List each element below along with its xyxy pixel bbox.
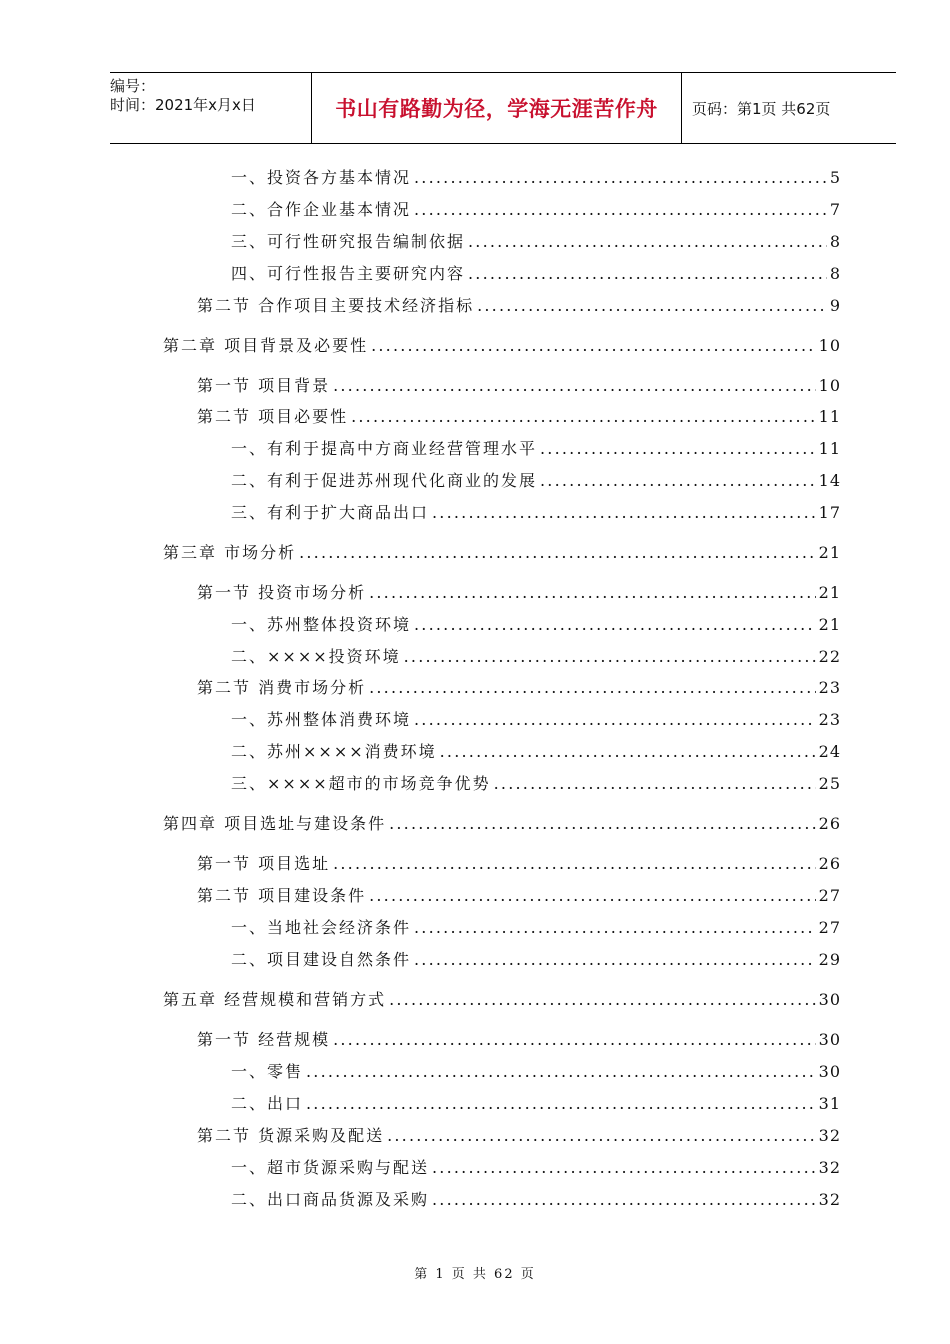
toc-leader-dots	[387, 1126, 816, 1145]
toc-leader-dots	[494, 774, 816, 793]
toc-entry-title: 一、苏州整体投资环境	[231, 615, 412, 634]
toc-leader-dots	[414, 918, 816, 937]
toc-entry	[231, 947, 841, 969]
toc-leader-dots	[468, 232, 827, 251]
toc-leader-dots	[369, 583, 816, 602]
toc-entry	[163, 987, 841, 1009]
toc-entry-page: 30	[818, 1030, 841, 1049]
toc-entry-title: 第二节 项目建设条件	[197, 886, 367, 905]
toc-entry	[231, 644, 841, 666]
toc-entry-page: 22	[818, 647, 841, 666]
toc-entry	[231, 261, 841, 283]
toc-entry	[231, 436, 841, 458]
toc-entry	[197, 580, 841, 602]
toc-entry-title: 一、有利于提高中方商业经营管理水平	[231, 439, 538, 458]
toc-entry-title: 一、零售	[231, 1062, 304, 1081]
toc-entry	[197, 675, 841, 697]
toc-entry-title: 二、出口	[231, 1094, 304, 1113]
toc-leader-dots	[333, 1030, 816, 1049]
toc-leader-dots	[389, 814, 816, 833]
toc-entry-title: 二、合作企业基本情况	[231, 200, 412, 219]
document-number-label: 编号：	[110, 77, 156, 95]
toc-entry-title: 三、有利于扩大商品出口	[231, 503, 430, 522]
toc-leader-dots	[369, 678, 816, 697]
toc-entry-page: 26	[818, 814, 841, 833]
toc-entry-title: 一、当地社会经济条件	[231, 918, 412, 937]
toc-entry-title: 第四章 项目选址与建设条件	[163, 814, 387, 833]
toc-entry-page: 21	[818, 583, 841, 602]
toc-leader-dots	[351, 407, 816, 426]
toc-entry-page: 8	[829, 264, 841, 283]
toc-entry	[231, 1155, 841, 1177]
toc-entry-page: 27	[818, 918, 841, 937]
toc-entry-page: 31	[818, 1094, 841, 1113]
toc-entry-title: 第一节 投资市场分析	[197, 583, 367, 602]
toc-entry-page: 25	[818, 774, 841, 793]
toc-entry-title: 二、××××投资环境	[231, 647, 401, 666]
toc-entry-page: 23	[818, 678, 841, 697]
toc-leader-dots	[414, 168, 827, 187]
toc-entry-title: 三、××××超市的市场竞争优势	[231, 774, 491, 793]
toc-entry-page: 5	[829, 168, 841, 187]
toc-leader-dots	[389, 990, 816, 1009]
toc-entry-page: 17	[818, 503, 841, 522]
toc-leader-dots	[540, 471, 816, 490]
toc-entry	[197, 293, 841, 315]
toc-entry	[197, 883, 841, 905]
toc-entry-page: 14	[818, 471, 841, 490]
toc-entry	[231, 1187, 841, 1209]
toc-entry	[197, 373, 841, 395]
toc-entry-title: 二、苏州××××消费环境	[231, 742, 437, 761]
toc-entry-title: 一、投资各方基本情况	[231, 168, 412, 187]
toc-entry-page: 32	[818, 1126, 841, 1145]
toc-leader-dots	[371, 336, 816, 355]
toc-entry	[197, 404, 841, 426]
toc-entry	[231, 915, 841, 937]
toc-leader-dots	[468, 264, 827, 283]
toc-entry-title: 第二节 项目必要性	[197, 407, 349, 426]
toc-entry-page: 11	[818, 407, 841, 426]
toc-entry-title: 第一节 项目背景	[197, 376, 331, 395]
toc-entry-page: 29	[818, 950, 841, 969]
toc-entry-page: 26	[818, 854, 841, 873]
toc-leader-dots	[369, 886, 816, 905]
toc-leader-dots	[306, 1062, 816, 1081]
toc-leader-dots	[333, 376, 816, 395]
toc-entry-page: 10	[818, 336, 841, 355]
toc-leader-dots	[306, 1094, 816, 1113]
toc-entry-title: 第一节 项目选址	[197, 854, 331, 873]
toc-entry-page: 30	[818, 990, 841, 1009]
document-date-label: 时间：2021年x月x日	[110, 96, 256, 114]
toc-entry	[231, 197, 841, 219]
toc-entry	[163, 540, 841, 562]
toc-entry	[231, 500, 841, 522]
toc-leader-dots	[414, 950, 816, 969]
toc-entry-title: 二、有利于促进苏州现代化商业的发展	[231, 471, 538, 490]
toc-entry	[231, 1091, 841, 1113]
toc-leader-dots	[477, 296, 827, 315]
toc-entry-page: 23	[818, 710, 841, 729]
toc-entry-page: 32	[818, 1158, 841, 1177]
toc-leader-dots	[414, 615, 816, 634]
header-meta	[110, 73, 312, 143]
toc-entry-page: 30	[818, 1062, 841, 1081]
toc-leader-dots	[333, 854, 816, 873]
toc-entry-title: 第一节 经营规模	[197, 1030, 331, 1049]
toc-entry	[231, 165, 841, 187]
toc-entry	[231, 707, 841, 729]
toc-entry-title: 三、可行性研究报告编制依据	[231, 232, 466, 251]
toc-leader-dots	[404, 647, 816, 666]
toc-entry-page: 32	[818, 1190, 841, 1209]
toc-entry-title: 第二章 项目背景及必要性	[163, 336, 369, 355]
toc-entry-page: 21	[818, 615, 841, 634]
toc-entry-title: 一、苏州整体消费环境	[231, 710, 412, 729]
toc-leader-dots	[432, 503, 816, 522]
toc-entry	[231, 468, 841, 490]
toc-entry-page: 11	[818, 439, 841, 458]
toc-entry-page: 21	[818, 543, 841, 562]
toc-entry-title: 二、项目建设自然条件	[231, 950, 412, 969]
toc-entry	[197, 1027, 841, 1049]
header-motto-cell	[312, 73, 682, 143]
toc-entry	[197, 851, 841, 873]
toc-leader-dots	[299, 543, 816, 562]
toc-leader-dots	[414, 710, 816, 729]
header-page-info-cell	[682, 73, 896, 143]
toc-entry	[231, 1059, 841, 1081]
toc-entry-title: 第三章 市场分析	[163, 543, 297, 562]
toc-entry-title: 第二节 合作项目主要技术经济指标	[197, 296, 475, 315]
toc-leader-dots	[540, 439, 816, 458]
toc-entry-title: 第五章 经营规模和营销方式	[163, 990, 387, 1009]
toc-entry	[163, 811, 841, 833]
toc-entry-title: 二、出口商品货源及采购	[231, 1190, 430, 1209]
toc-leader-dots	[432, 1158, 816, 1177]
toc-leader-dots	[440, 742, 816, 761]
toc-entry-page: 9	[829, 296, 841, 315]
header-page-info: 页码：第1页 共62页	[692, 99, 831, 118]
toc-entry-page: 10	[818, 376, 841, 395]
toc-entry	[197, 1123, 841, 1145]
toc-entry-page: 8	[829, 232, 841, 251]
toc-entry	[231, 229, 841, 251]
toc-entry	[231, 739, 841, 761]
toc-entry-page: 27	[818, 886, 841, 905]
toc-entry-title: 第二节 消费市场分析	[197, 678, 367, 697]
toc-leader-dots	[414, 200, 827, 219]
toc-entry-page: 7	[829, 200, 841, 219]
toc-entry-title: 第二节 货源采购及配送	[197, 1126, 385, 1145]
toc-entry-title: 一、超市货源采购与配送	[231, 1158, 430, 1177]
page-header	[110, 72, 896, 144]
toc-entry-page: 24	[818, 742, 841, 761]
toc-entry	[231, 771, 841, 793]
toc-entry-title: 四、可行性报告主要研究内容	[231, 264, 466, 283]
toc-entry	[163, 333, 841, 355]
toc-leader-dots	[432, 1190, 816, 1209]
toc-entry	[231, 612, 841, 634]
page-footer: 第 1 页 共 62 页	[414, 1267, 536, 1282]
header-motto: 书山有路勤为径，学海无涯苦作舟	[335, 97, 658, 121]
